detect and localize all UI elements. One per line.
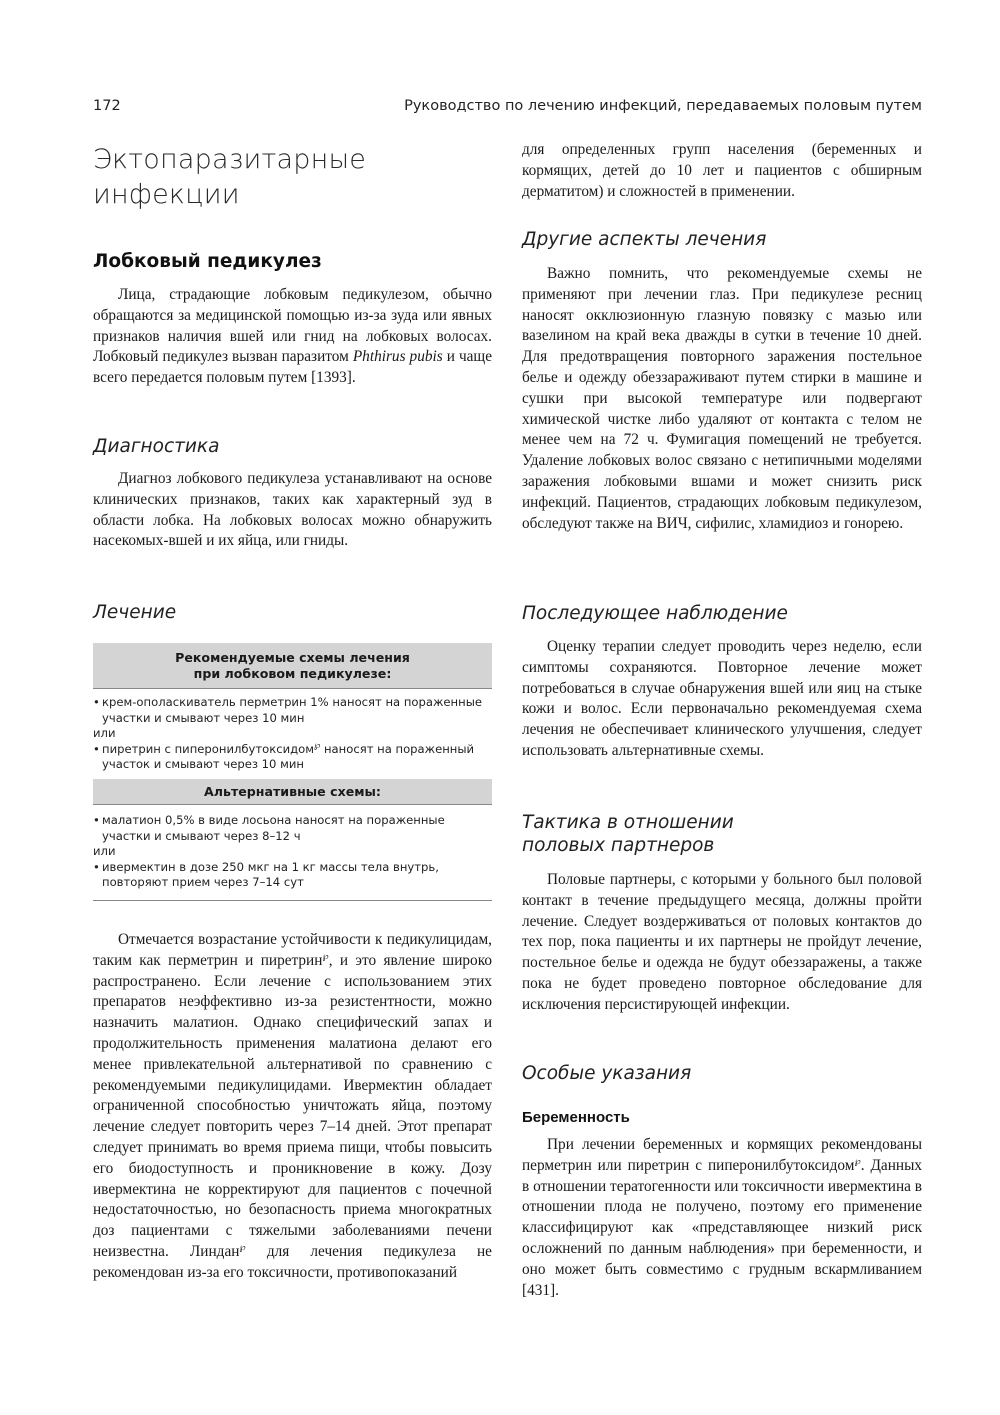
resistance-text-3: для лечения педикулеза не рекомендован из-за его токсичности, противопоказаний <box>93 1242 492 1281</box>
recommended-item-2-text-a: пиретрин с пиперонилбутоксидом <box>102 741 315 756</box>
registered-mark: ℘ <box>854 1156 861 1167</box>
intro-text-2: и чаще всего передается половым путем [1393]. <box>93 348 492 387</box>
resistance-text-2: , и это явление широко распространено. Если лечение с использованием этих препаратов неэффективно из-за резистентности, можно назначить малатион. Однако специфический запах и продолжительность применения малатиона делают его менее привлекательной альтернативой по сравнению с рекомендуемыми педикулицидами. Ивермектин обладает ограниченной способностью уничтожать яйца, поэтому лечение следует повторить через 7–14 дней. Этот препарат следует принимать во время приема пищи, чтобы повысить его биодоступность и проникновение в кожу. Дозу ивермектина не корректируют для пациентов с почечной недостаточностью, но безопасность приема многократных доз пациентами с тяжелыми заболеваниями печени неизвестна. Линдан <box>93 951 493 1260</box>
chapter-title-line-1: Эктопаразитарные <box>93 144 367 175</box>
recommended-item-2-text-b: наносят на пораженный участок и смывают через 10 мин <box>102 741 475 772</box>
resistance-text-1: Отмечается возрастание устойчивости к педикулицидам, таким как перметрин и пиретрин <box>93 931 492 969</box>
alternative-item-2-text: ивермектин в дозе 250 мкг на 1 кг массы тела внутрь, повторяют прием через 7–14 сут <box>102 859 439 890</box>
partners-title-line-1: Тактика в отношении <box>522 812 734 833</box>
subsection-title-follow-up: Последующее наблюдение <box>522 603 788 624</box>
recommended-list <box>93 689 492 779</box>
bullet: • <box>93 695 100 709</box>
or-separator: или <box>93 726 116 741</box>
or-separator: или <box>93 844 116 859</box>
bullet: • <box>93 859 100 874</box>
subheading-pregnancy: Беременность <box>522 1109 630 1126</box>
alternative-list <box>93 805 492 900</box>
partners-paragraph: Половые партнеры, с которыми у больного был половой контакт в течение предыдущего месяца, должны пройти лечение. Следует воздерживаться от половых контактов до тех пор, пока пациенты и их партнеры не пройдут лечение, постельное белье и одежда не будут обеззаражены, а также пока не будет проведено повторное обследование для исключения персистирующей инфекции. <box>522 871 922 1013</box>
registered-mark: ℘ <box>322 951 329 962</box>
subsection-title-diagnosis: Диагностика <box>93 436 220 457</box>
recommended-item-1 <box>93 695 492 726</box>
box-bottom-rule <box>93 900 492 901</box>
pregnancy-text-2: . Данных в отношении тератогенности или токсичности ивермектина в отношении плода не получено, поэтому его применение классифицируют как «представляющее низкий риск осложнений по данным наблюдения» при беременности, и оно может быть совместимо с грудным вскармливанием [431]. <box>522 1156 923 1299</box>
subsection-title-other-aspects: Другие аспекты лечения <box>522 229 767 250</box>
subsection-title-special-notes: Особые указания <box>522 1063 692 1084</box>
recommended-item-1-text: крем-ополаскиватель перметрин 1% наносят на пораженные участки и смывают через 10 мин <box>102 695 482 725</box>
recommended-regimens-box <box>93 643 492 901</box>
recommended-box-header <box>93 643 492 688</box>
partners-title-line-2: половых партнеров <box>522 835 715 856</box>
diagnosis-paragraph: Диагноз лобкового педикулеза устанавливают на основе клинических признаков, таких как характерный зуд в области лобка. На лобковых волосах можно обнаружить насекомых-вшей и их яйца, или гниды. <box>93 470 492 550</box>
continuation-paragraph: для определенных групп населения (беременных и кормящих, детей до 10 лет и пациентов с обширным дерматитом) и сложностей в применении. <box>522 141 922 200</box>
intro-text-1: Лица, страдающие лобковым педикулезом, обычно обращаются за медицинской помощью из-за зуда или явных признаков наличия вшей или гнид на лобковых волосах. Лобковый педикулез вызван паразитом <box>93 286 492 366</box>
alternative-box-header: Альтернативные схемы: <box>93 779 492 804</box>
recommended-item-2 <box>93 742 492 773</box>
page-number: 172 <box>93 98 121 114</box>
resistance-paragraph <box>93 930 492 1284</box>
chapter-title <box>93 142 493 212</box>
follow-up-paragraph: Оценку терапии следует проводить через неделю, если симптомы сохраняются. Повторное лечение может потребоваться в случае обнаружения вшей или яиц на стыке кожи и волос. Если первоначально рекомендуемая схема лечения не обеспечивает клинического улучшения, следует использовать альтернативные схемы. <box>522 638 922 759</box>
subsection-title-partners <box>522 811 734 857</box>
pregnancy-paragraph <box>522 1135 922 1301</box>
registered-mark: ℘ <box>239 1242 246 1253</box>
other-aspects-paragraph: Важно помнить, что рекомендуемые схемы не применяют при лечении глаз. При педикулезе ресниц наносят окклюзионную глазную повязку с мазью или вазелином на край века дважды в сутки в течение 10 дней. Для предотвращения повторного заражения постельное белье и одежду обеззараживают путем стирки в машине и сушки при высокой температуре или подвергают химической чистке либо удаляют от контакта с телом не менее чем на 72 ч. Фумигация помещений не требуется. Удаление лобковых волос связано с нетипичными моделями заражения лобковыми вшами и может снизить риск инфекций. Пациентов, страдающих лобковым педикулезом, обследуют также на ВИЧ, сифилис, хламидиоз и гонорею. <box>522 265 922 532</box>
chapter-title-line-2: инфекции <box>93 179 240 210</box>
bullet: • <box>93 812 100 827</box>
section-title-pubic-lice: Лобковый педикулез <box>93 251 322 272</box>
recommended-box-header-line-1: Рекомендуемые схемы лечения <box>175 650 410 665</box>
intro-latin-name: Phthirus pubis <box>352 348 443 366</box>
alternative-item-1-text: малатион 0,5% в виде лосьона наносят на пораженные участки и смывают через 8–12 ч <box>102 812 445 843</box>
running-header <box>93 98 922 122</box>
pregnancy-text-1: При лечении беременных и кормящих рекомендованы перметрин или пиретрин с пиперонилбутоксидом <box>522 1136 922 1174</box>
bullet: • <box>93 741 100 756</box>
subsection-title-treatment: Лечение <box>93 602 177 623</box>
alternative-item-1 <box>93 813 492 844</box>
recommended-box-header-line-2: при лобковом педикулезе: <box>193 666 392 681</box>
intro-paragraph <box>93 285 492 389</box>
running-title: Руководство по лечению инфекций, передаваемых половым путем <box>404 98 922 114</box>
registered-mark: ℘ <box>314 740 321 751</box>
alternative-item-2 <box>93 860 492 891</box>
